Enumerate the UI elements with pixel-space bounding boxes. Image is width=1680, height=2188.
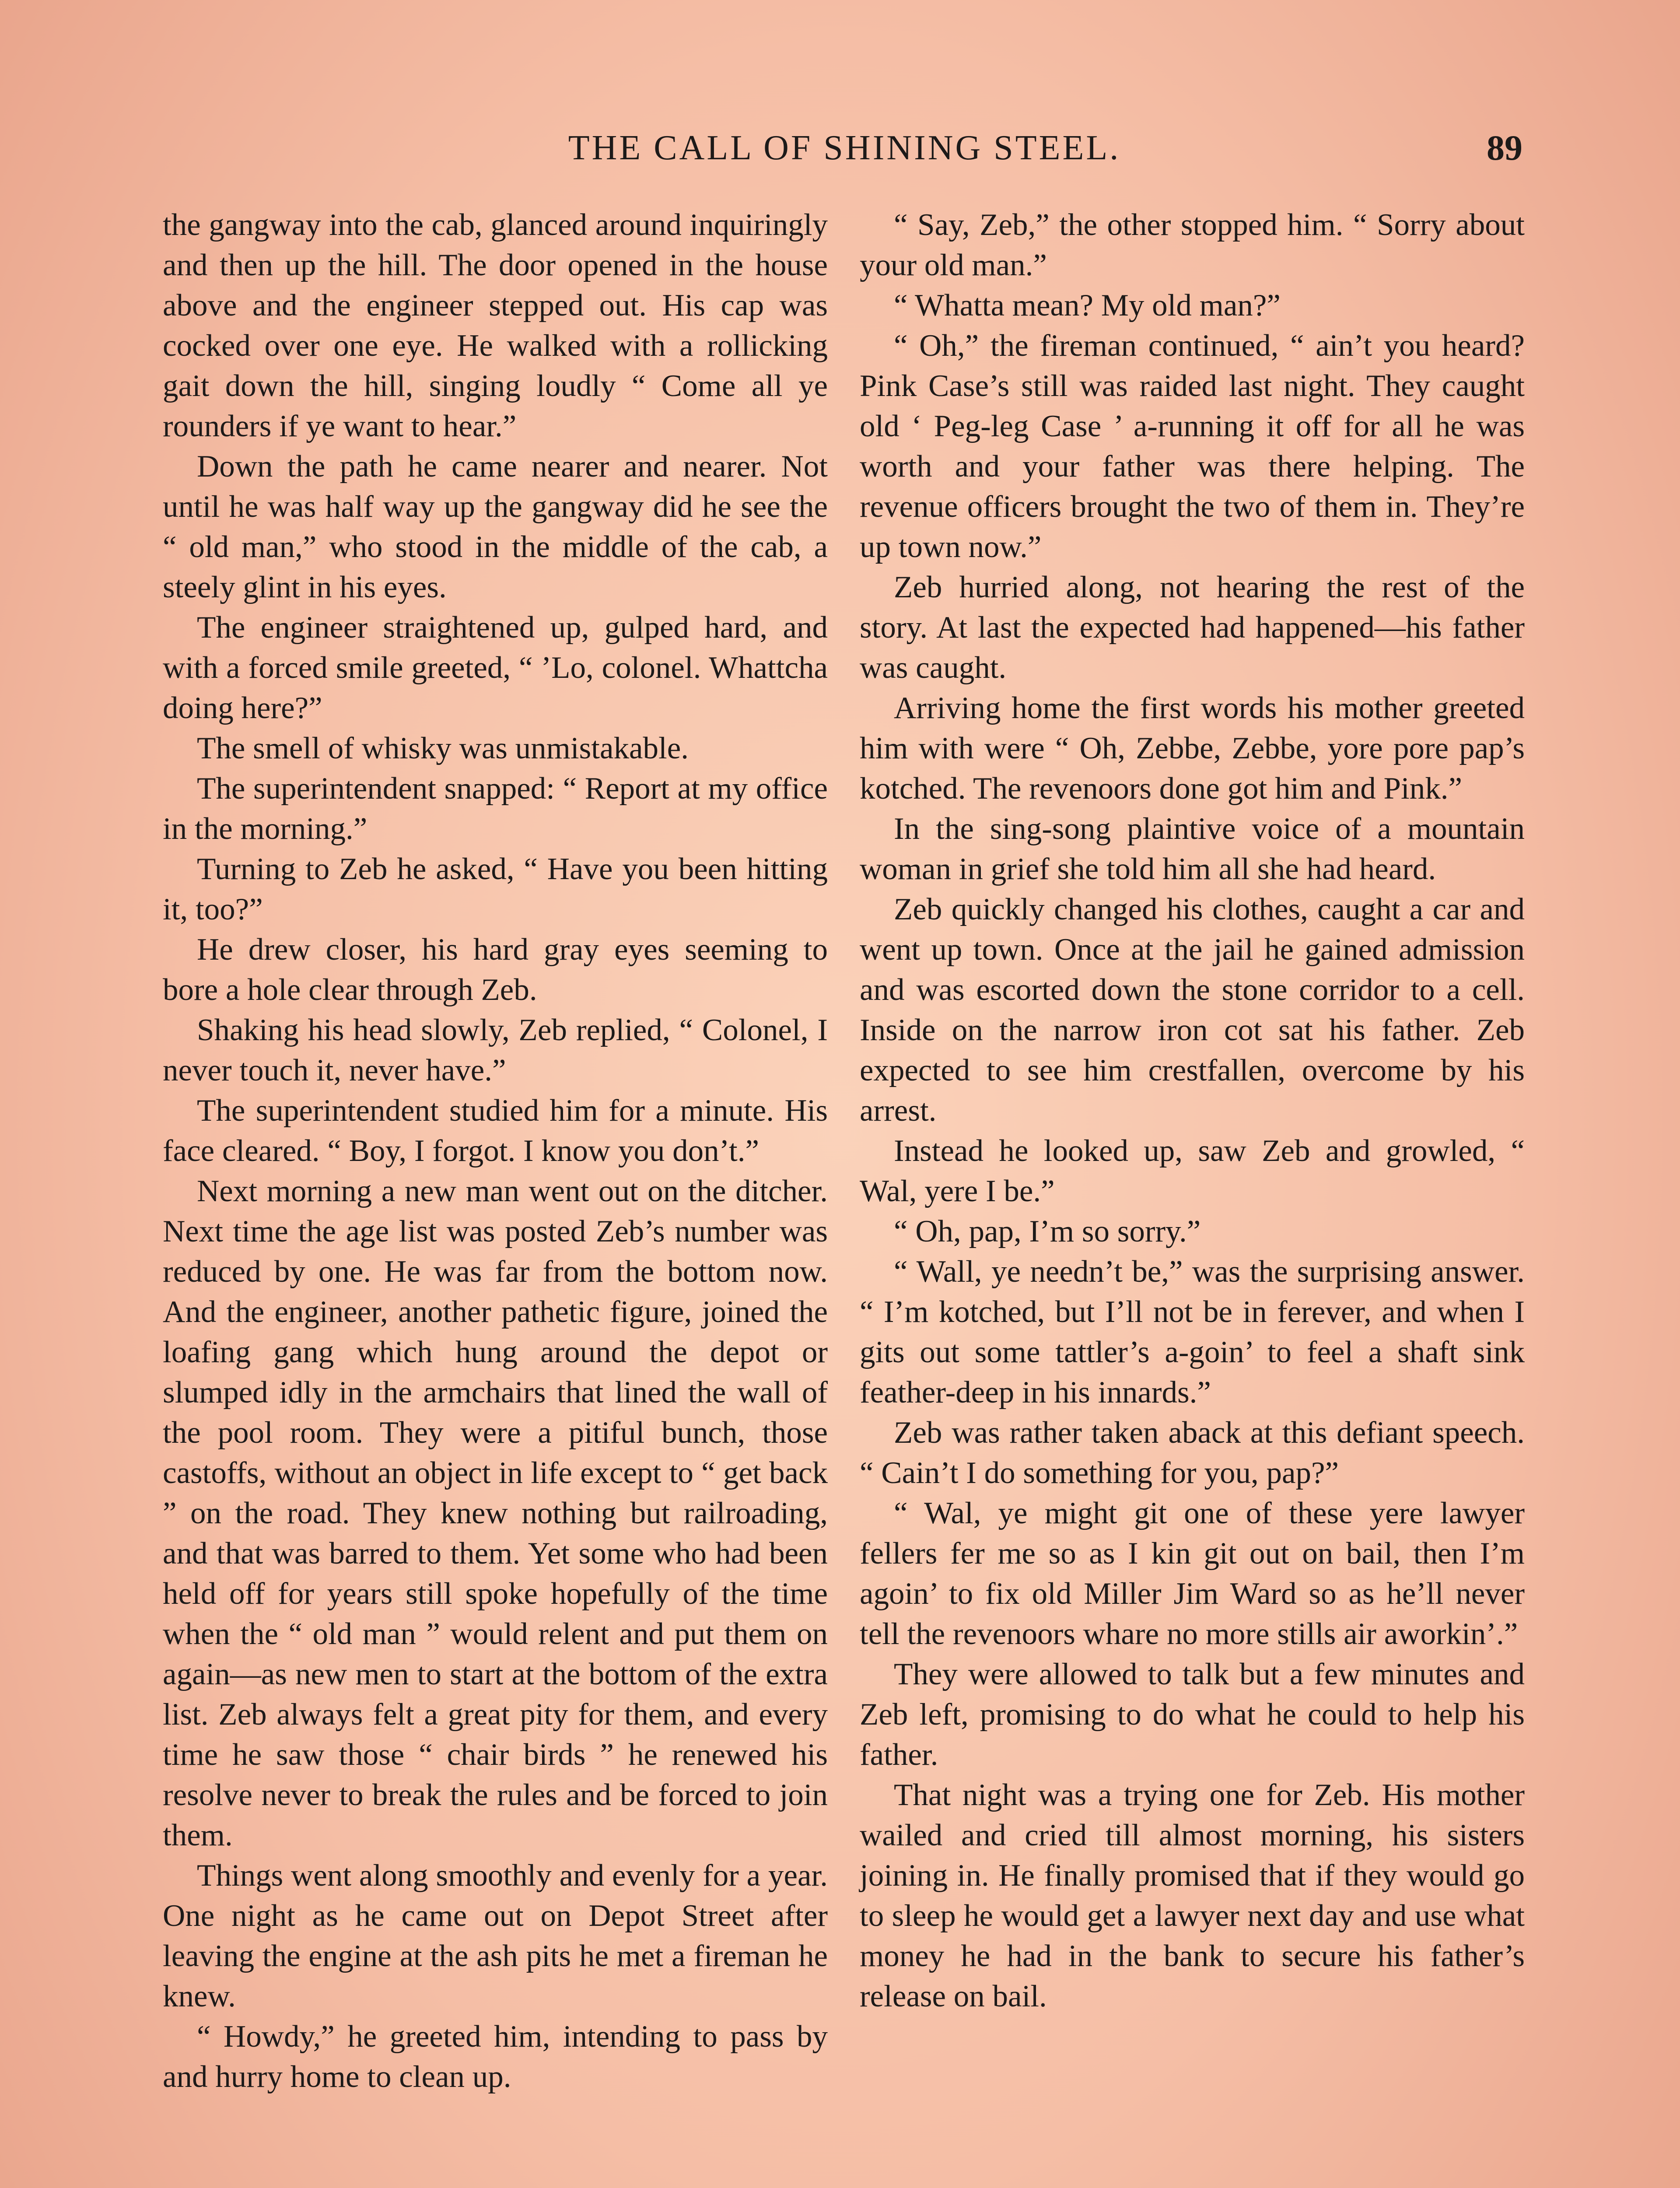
running-head: THE CALL OF SHINING STEEL. (568, 129, 1121, 167)
paragraph: The engineer straightened up, gulped hard, and with a forced smile greeted, “ ’Lo, colonel. Whattcha doing here?” (163, 610, 828, 725)
paragraph: The superintendent studied him for a minute. His face cleared. “ Boy, I forgot. I know you don’t.” (163, 1094, 828, 1168)
paragraph: He drew closer, his hard gray eyes seeming to bore a hole clear through Zeb. (163, 933, 828, 1007)
paragraph: The smell of whisky was unmistakable. (197, 731, 689, 765)
paragraph: That night was a trying one for Zeb. His mother wailed and cried till almost morning, his sisters joining in. He finally promised that if they would go to sleep he would get a lawyer next day and use what money he had in the bank to secure his father’s release on bail. (860, 1778, 1525, 2013)
paragraph: Zeb was rather taken aback at this defiant speech. “ Cain’t I do something for you, pap?” (860, 1416, 1525, 1490)
right-column (860, 205, 1525, 2016)
paragraph: Things went along smoothly and evenly for a year. One night as he came out on Depot Street after leaving the engine at the ash pits he met a fireman he knew. (163, 1858, 828, 2013)
paragraph: “ Howdy,” he greeted him, intending to pass by and hurry home to clean up. (163, 2020, 828, 2094)
paragraph: Turning to Zeb he asked, “ Have you been hitting it, too?” (163, 852, 828, 926)
paragraph: Zeb quickly changed his clothes, caught a car and went up town. Once at the jail he gained admission and was escorted down the stone corridor to a cell. Inside on the narrow iron cot sat his father. Zeb expected to see him crestfallen, overcome by his arrest. (860, 892, 1525, 1128)
paragraph: Instead he looked up, saw Zeb and growled, “ Wal, yere I be.” (860, 1134, 1525, 1208)
paragraph: “ Oh,” the fireman continued, “ ain’t you heard? Pink Case’s still was raided last night. They caught old ‘ Peg-leg Case ’ a-running it off for all he was worth and your father was there helping. The revenue officers brought the two of them in. They’re up town now.” (860, 329, 1525, 564)
paragraph: “ Say, Zeb,” the other stopped him. “ Sorry about your old man.” (860, 208, 1525, 282)
paragraph: “ Wall, ye needn’t be,” was the surprising answer. “ I’m kotched, but I’ll not be in ferever, and when I gits out some tattler’s a-goin’ to feel a shaft sink feather-deep in his innards.” (860, 1255, 1525, 1410)
paragraph: Next morning a new man went out on the ditcher. Next time the age list was posted Zeb’s number was reduced by one. He was far from the bottom now. And the engineer, another pathetic figure, joined the loafing gang which hung around the depot or slumped idly in the armchairs that lined the wall of the pool room. They were a pitiful bunch, those castoffs, without an object in life except to “ get back ” on the road. They knew nothing but railroading, and that was barred to them. Yet some who had been held off for years still spoke hopefully of the time when the “ old man ” would relent and put them on again—as new men to start at the bottom of the extra list. Zeb always felt a great pity for them, and every time he saw those “ chair birds ” he renewed his resolve never to break the rules and be forced to join them. (163, 1174, 828, 1852)
paragraph: “ Wal, ye might git one of these yere lawyer fellers fer me so as I kin git out on bail, then I’m agoin’ to fix old Miller Jim Ward so as he’ll never tell the revenoors whare no more stills air aworkin’.” (860, 1496, 1525, 1651)
page-number: 89 (1487, 128, 1522, 168)
paragraph: Zeb hurried along, not hearing the rest of the story. At last the expected had happened—his father was caught. (860, 570, 1525, 685)
paragraph: Shaking his head slowly, Zeb replied, “ Colonel, I never touch it, never have.” (163, 1013, 828, 1087)
paragraph: “ Oh, pap, I’m so sorry.” (894, 1214, 1201, 1248)
paragraph: the gangway into the cab, glanced around inquiringly and then up the hill. The door opened in the house above and the engineer stepped out. His cap was cocked over one eye. He walked with a rollicking gait down the hill, singing loudly “ Come all ye rounders if ye want to hear.” (163, 208, 828, 443)
paragraph: “ Whatta mean? My old man?” (894, 288, 1281, 323)
page-header (166, 122, 1522, 174)
paragraph: Down the path he came nearer and nearer. Not until he was half way up the gangway did he see the “ old man,” who stood in the middle of the cab, a steely glint in his eyes. (163, 449, 828, 604)
paragraph: The superintendent snapped: “ Report at my office in the morning.” (163, 771, 828, 846)
left-column (163, 205, 828, 2097)
paragraph: They were allowed to talk but a few minutes and Zeb left, promising to do what he could to help his father. (860, 1657, 1525, 1772)
paragraph: Arriving home the first words his mother greeted him with were “ Oh, Zebbe, Zebbe, yore pore pap’s kotched. The revenoors done got him and Pink.” (860, 691, 1525, 806)
paragraph: In the sing-song plaintive voice of a mountain woman in grief she told him all she had heard. (860, 812, 1525, 886)
